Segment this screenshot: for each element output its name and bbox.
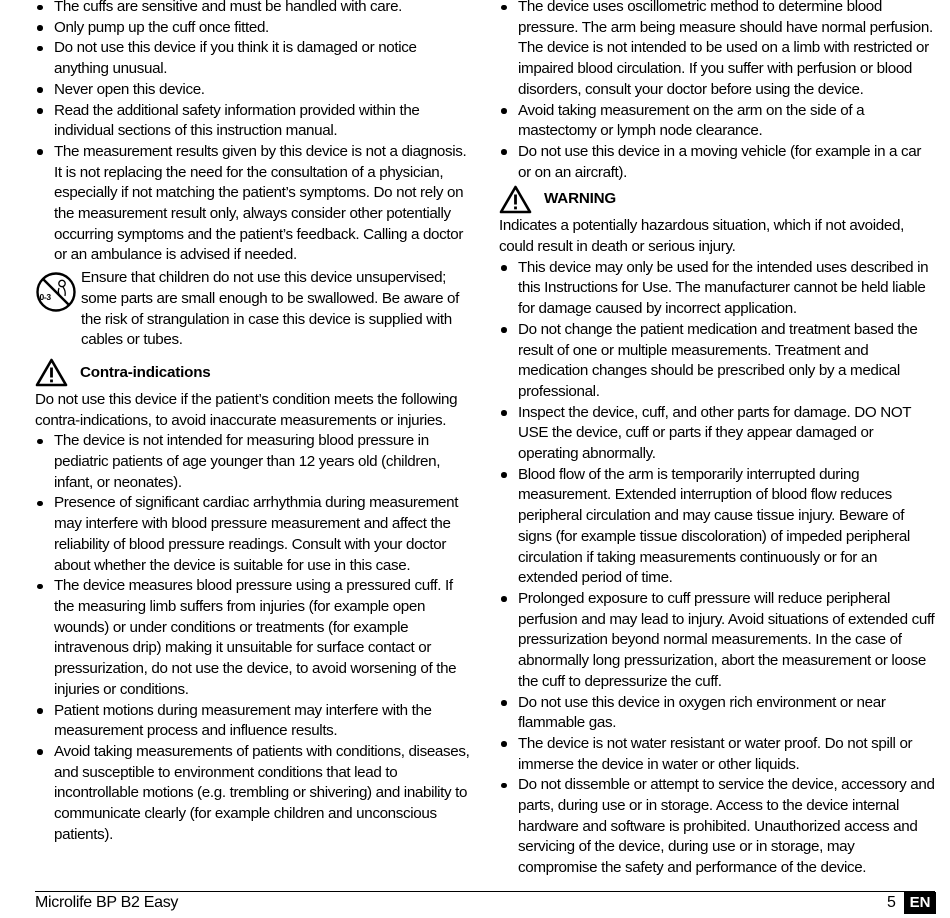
list-item: Inspect the device, cuff, and other parts for damage. DO NOT USE the device, cuff or parts if they appear damaged or operating abnormally. bbox=[499, 403, 935, 465]
list-item: Do not use this device in oxygen rich environment or near flammable gas. bbox=[499, 693, 935, 734]
list-item: The measurement results given by this device is not a diagnosis. It is not replacing the need for the consultation of a physician, especially if not matching the patient’s symptoms. Do not rely on the measurement result only, always consider other potentially occurring symptoms and the patient’s feedback. Calling a doctor or an ambulance is advised if needed. bbox=[35, 142, 471, 266]
contra-indications-list bbox=[35, 431, 471, 845]
list-item: Presence of significant cardiac arrhythmia during measurement may interfere with blood pressure measurement and affect the reliability of blood pressure readings. Consult with your doctor about whether the device is suitable for use in this case. bbox=[35, 493, 471, 576]
list-item: Never open this device. bbox=[35, 80, 471, 101]
warning-intro: Indicates a potentially hazardous situation, which if not avoided, could result in death or serious injury. bbox=[499, 217, 904, 256]
warning-triangle-icon bbox=[35, 358, 68, 387]
list-item: Do not change the patient medication and treatment based the result of one or multiple measurements. Treatment and medication changes should be prescribed only by a medical professional. bbox=[499, 320, 935, 403]
list-item: Do not use this device in a moving vehicle (for example in a car or on an aircraft). bbox=[499, 142, 935, 183]
measurement-safety-list bbox=[499, 0, 935, 183]
list-item: The device measures blood pressure using a pressured cuff. If the measuring limb suffers from injuries (for example open wounds) or under conditions or treatments (for example intravenous drip) making it unsuitable for surface contact or pressurization, do not use the device, to avoid worsening of the injuries or conditions. bbox=[35, 576, 471, 700]
right-column bbox=[499, 0, 935, 879]
language-badge: EN bbox=[904, 892, 936, 914]
contra-indications-heading bbox=[35, 357, 471, 389]
footer-divider bbox=[35, 891, 935, 892]
left-column bbox=[35, 0, 471, 845]
list-item: Only pump up the cuff once fitted. bbox=[35, 18, 471, 39]
list-item: The device is not intended for measuring blood pressure in pediatric patients of age younger than 12 years old (children, infant, or neonates). bbox=[35, 431, 471, 493]
warning-heading bbox=[499, 183, 935, 215]
product-name: Microlife BP B2 Easy bbox=[35, 894, 179, 911]
list-item: Do not use this device if you think it is damaged or notice anything unusual. bbox=[35, 38, 471, 79]
page-number: 5 bbox=[887, 894, 896, 911]
list-item: The device is not water resistant or water proof. Do not spill or immerse the device in water or other liquids. bbox=[499, 734, 935, 775]
list-item: Do not dissemble or attempt to service the device, accessory and parts, during use or in storage. Access to the device internal hardware and software is prohibited. Unauthorized access and servicing of the device, during use or in storage, may compromise the safety and performance of the device. bbox=[499, 775, 935, 879]
contra-intro: Do not use this device if the patient’s condition meets the following contra-indications, to avoid inaccurate measurements or injuries. bbox=[35, 390, 458, 429]
list-item: Avoid taking measurement on the arm on the side of a mastectomy or lymph node clearance. bbox=[499, 101, 935, 142]
list-item: Read the additional safety information provided within the individual sections of this instruction manual. bbox=[35, 101, 471, 142]
warning-list bbox=[499, 258, 935, 879]
list-item: The device uses oscillometric method to determine blood pressure. The arm being measure should have normal perfusion. The device is not intended to be used on a limb with restricted or impaired blood circulation. If you suffer with perfusion or blood disorders, consult your doctor before using the device. bbox=[499, 0, 935, 101]
list-item: Prolonged exposure to cuff pressure will reduce peripheral perfusion and may lead to injury. Avoid situations of extended cuff pressurization beyond normal measurements. In the case of abnormally long pressurization, abort the measurement or loose the cuff to depressurize the cuff. bbox=[499, 589, 935, 693]
list-item: The cuffs are sensitive and must be handled with care. bbox=[35, 0, 471, 18]
no-children-icon bbox=[35, 271, 77, 313]
section-title: WARNING bbox=[544, 189, 617, 207]
list-item: Blood flow of the arm is temporarily interrupted during measurement. Extended interruption of blood flow reduces peripheral circulation and may cause tissue injury. Beware of signs (for example tissue discoloration) of impeded peripheral circulation if taking measurements continuously or for an extended period of time. bbox=[499, 465, 935, 589]
section-title: Contra-indications bbox=[80, 363, 211, 381]
age-label: 0-3 bbox=[39, 292, 51, 303]
list-item: Avoid taking measurements of patients with conditions, diseases, and susceptible to environment conditions that lead to incontrollable motions (e.g. trembling or shivering) and inability to communicate clearly (for example children and unconscious patients). bbox=[35, 742, 471, 846]
warning-triangle-icon bbox=[499, 185, 532, 214]
children-warning-text: Ensure that children do not use this device unsupervised; some parts are small enough to be swallowed. Be aware of the risk of strangulation in case this device is supplied with cables or tubes. bbox=[81, 269, 460, 349]
children-warning bbox=[35, 268, 471, 351]
list-item: This device may only be used for the intended uses described in this Instructions for Use. The manufacturer cannot be held liable for damage caused by incorrect application. bbox=[499, 258, 935, 320]
list-item: Patient motions during measurement may interfere with the measurement process and influence results. bbox=[35, 701, 471, 742]
general-safety-list bbox=[35, 0, 471, 266]
